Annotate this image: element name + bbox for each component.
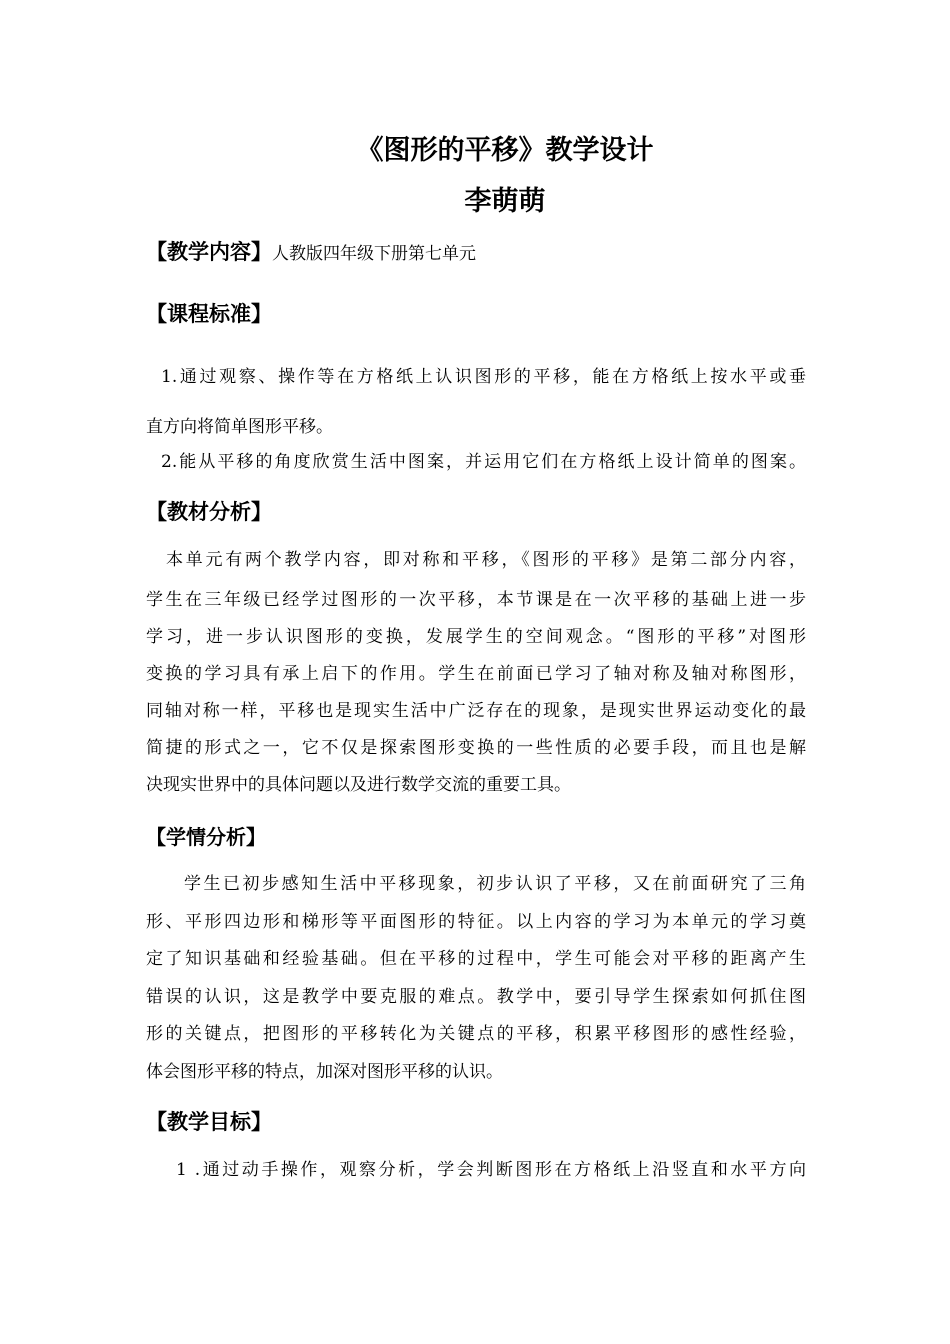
students-line-4: 错误的认识，这是教学中要克服的难点。教学中，要引导学生探索如何抓住图: [146, 987, 806, 1007]
standards-line-3: 2.能从平移的角度欣赏生活中图案，并运用它们在方格纸上设计简单的图案。: [161, 452, 806, 472]
material-line-4: 变换的学习具有承上启下的作用。学生在前面已学习了轴对称及轴对称图形，: [146, 664, 806, 684]
material-heading: 【教材分析】: [146, 500, 272, 524]
standards-line-1: 1.通过观察、操作等在方格纸上认识图形的平移，能在方格纸上按水平或垂: [161, 367, 806, 387]
content-text: 人教版四年级下册第七单元: [272, 244, 476, 264]
standards-line-2: 直方向将简单图形平移。: [146, 417, 333, 437]
students-line-6: 体会图形平移的特点，加深对图形平移的认识。: [146, 1062, 503, 1082]
material-line-7: 决现实世界中的具体问题以及进行数学交流的重要工具。: [146, 775, 571, 795]
students-heading: 【学情分析】: [146, 825, 266, 849]
students-line-2: 形、平形四边形和梯形等平面图形的特征。以上内容的学习为本单元的学习奠: [146, 912, 806, 932]
students-line-3: 定了知识基础和经验基础。但在平移的过程中，学生可能会对平移的距离产生: [146, 949, 806, 969]
material-line-2: 学生在三年级已经学过图形的一次平移，本节课是在一次平移的基础上进一步: [146, 590, 806, 610]
document-title: 《图形的平移》教学设计: [356, 135, 654, 166]
material-line-3: 学习，进一步认识图形的变换，发展学生的空间观念。“图形的平移”对图形: [146, 627, 806, 647]
students-line-5: 形的关键点，把图形的平移转化为关键点的平移，积累平移图形的感性经验，: [146, 1024, 806, 1044]
content-section: [146, 238, 476, 268]
document-author: 李萌萌: [464, 186, 546, 217]
material-line-5: 同轴对称一样，平移也是现实生活中广泛存在的现象，是现实世界运动变化的最: [146, 701, 806, 721]
material-line-6: 简捷的形式之一，它不仅是探索图形变换的一些性质的必要手段，而且也是解: [146, 738, 806, 758]
goals-heading: 【教学目标】: [146, 1110, 272, 1134]
content-heading: 【教学内容】: [146, 240, 272, 264]
material-line-1: 本单元有两个教学内容，即对称和平移，《图形的平移》是第二部分内容，: [166, 550, 806, 570]
goals-line-1: 1 .通过动手操作，观察分析，学会判断图形在方格纸上沿竖直和水平方向: [176, 1160, 806, 1180]
standards-heading: 【课程标准】: [146, 302, 272, 326]
students-line-1: 学生已初步感知生活中平移现象，初步认识了平移，又在前面研究了三角: [184, 874, 806, 894]
